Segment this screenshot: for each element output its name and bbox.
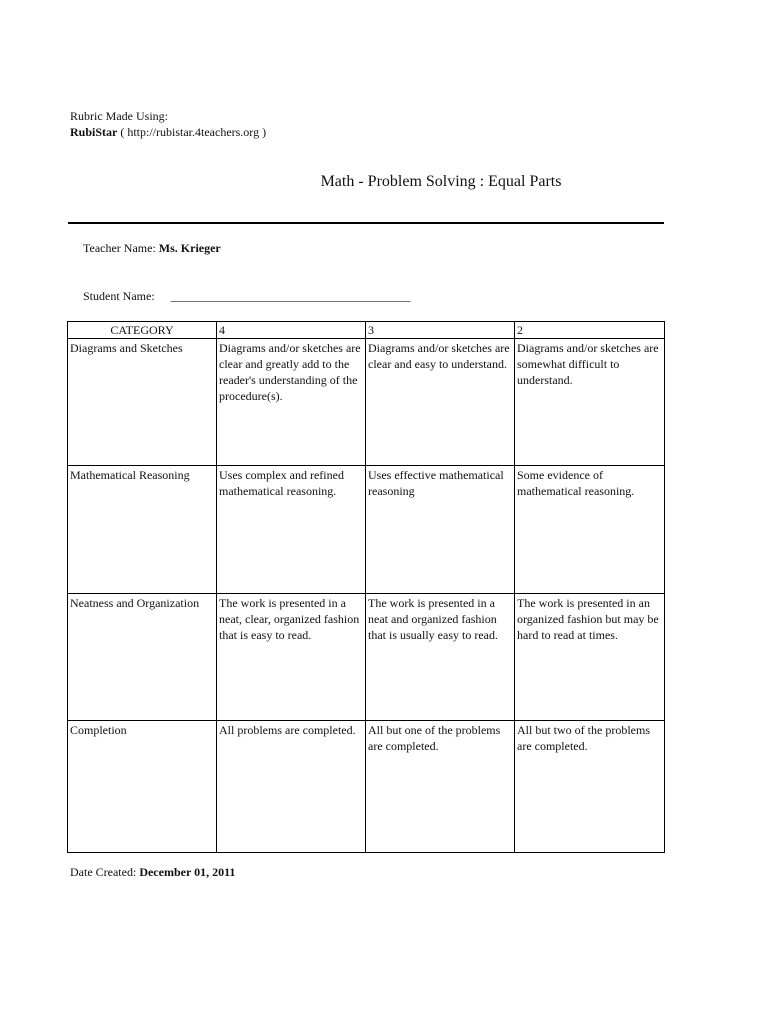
date-created-line [70, 864, 235, 880]
column-header-score-4: 4 [217, 322, 366, 339]
teacher-name-label: Teacher Name: [83, 241, 159, 255]
rubistar-credit [70, 124, 266, 140]
row-category: Diagrams and Sketches [68, 339, 217, 466]
date-created-label: Date Created: [70, 865, 140, 879]
rubric-cell: The work is presented in a neat and organized fashion that is usually easy to read. [366, 594, 515, 721]
student-name-blank[interactable]: ________________________________________ [170, 289, 411, 303]
rubric-table [67, 321, 665, 853]
rubric-cell: Uses effective mathematical reasoning [366, 466, 515, 594]
rubric-cell: All but two of the problems are completed. [515, 721, 665, 853]
rubric-cell: Some evidence of mathematical reasoning. [515, 466, 665, 594]
rubistar-url: ( http://rubistar.4teachers.org ) [117, 125, 267, 139]
row-category: Mathematical Reasoning [68, 466, 217, 594]
rubric-cell: Diagrams and/or sketches are somewhat difficult to understand. [515, 339, 665, 466]
table-header-row [68, 322, 665, 339]
rubric-cell: The work is presented in an organized fashion but may be hard to read at times. [515, 594, 665, 721]
page-title: Math - Problem Solving : Equal Parts [320, 173, 562, 190]
row-category: Neatness and Organization [68, 594, 217, 721]
column-header-score-2: 2 [515, 322, 665, 339]
table-row [68, 466, 665, 594]
rubric-cell: All but one of the problems are completed. [366, 721, 515, 853]
student-name-label: Student Name: [83, 289, 155, 303]
teacher-name-value: Ms. Krieger [158, 241, 221, 255]
row-category: Completion [68, 721, 217, 853]
table-row [68, 594, 665, 721]
rubistar-name: RubiStar [70, 125, 118, 139]
rubric-made-using-label: Rubric Made Using: [70, 109, 168, 123]
table-row [68, 339, 665, 466]
rubric-cell: Diagrams and/or sketches are clear and greatly add to the reader's understanding of the procedure(s). [217, 339, 366, 466]
date-created-value: December 01, 2011 [139, 865, 236, 879]
student-name-line [83, 288, 411, 304]
rubric-cell: Uses complex and refined mathematical reasoning. [217, 466, 366, 594]
column-header-category: CATEGORY [68, 322, 217, 339]
title-divider [68, 222, 664, 224]
teacher-name-line [83, 240, 221, 256]
rubric-cell: The work is presented in a neat, clear, organized fashion that is easy to read. [217, 594, 366, 721]
rubric-cell: Diagrams and/or sketches are clear and easy to understand. [366, 339, 515, 466]
column-header-score-3: 3 [366, 322, 515, 339]
rubric-cell: All problems are completed. [217, 721, 366, 853]
table-row [68, 721, 665, 853]
